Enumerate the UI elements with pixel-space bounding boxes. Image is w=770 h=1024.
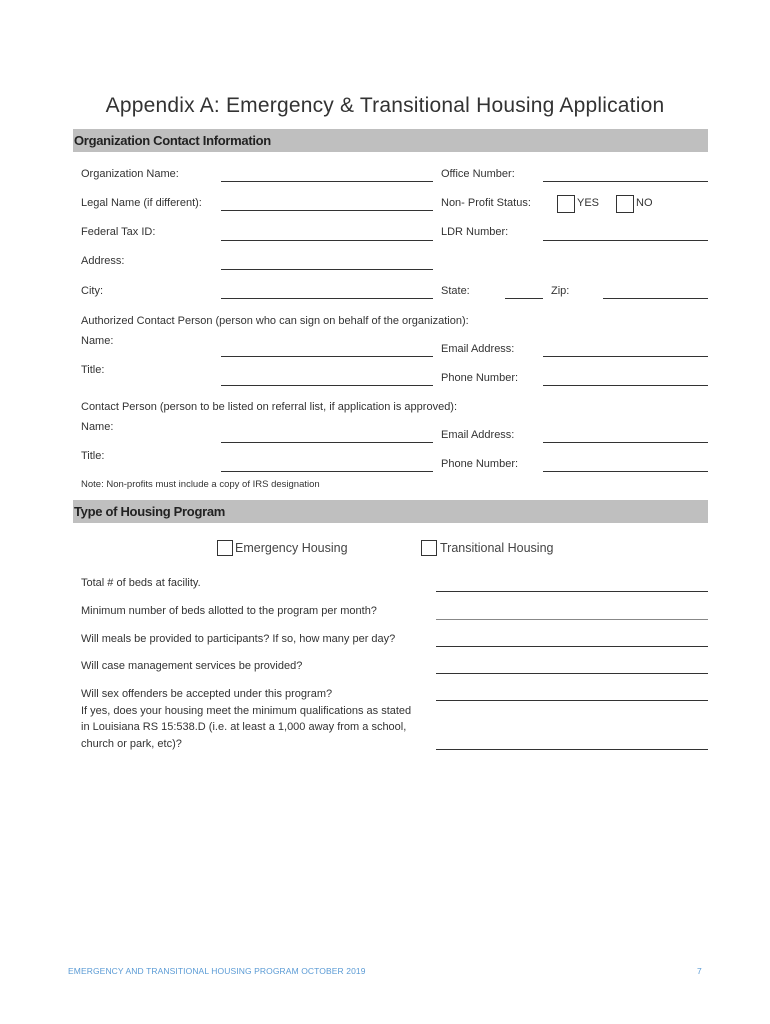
question-beds-total: Total # of beds at facility. bbox=[81, 577, 201, 589]
state-label: State: bbox=[441, 285, 470, 297]
state-field[interactable] bbox=[505, 298, 543, 299]
beds-total-field[interactable] bbox=[436, 591, 708, 592]
referral-phone-field[interactable] bbox=[543, 471, 708, 472]
referral-email-label: Email Address: bbox=[441, 429, 515, 441]
referral-name-field[interactable] bbox=[221, 442, 433, 443]
org-name-field[interactable] bbox=[221, 181, 433, 182]
legal-name-field[interactable] bbox=[221, 210, 433, 211]
city-label: City: bbox=[81, 285, 103, 297]
referral-contact-heading: Contact Person (person to be listed on referral list, if application is approved): bbox=[81, 401, 458, 413]
authorized-title-label: Title: bbox=[81, 364, 105, 376]
referral-email-field[interactable] bbox=[543, 442, 708, 443]
irs-note: Note: Non-profits must include a copy of IRS designation bbox=[81, 479, 320, 490]
office-number-field[interactable] bbox=[543, 181, 708, 182]
question-case-management: Will case management services be provided? bbox=[81, 660, 303, 672]
question-sex-offenders-line-1: Will sex offenders be accepted under this program? bbox=[81, 688, 333, 700]
question-sex-offenders-line-4: church or park, etc)? bbox=[81, 737, 182, 750]
city-field[interactable] bbox=[221, 298, 433, 299]
federal-tax-id-field[interactable] bbox=[221, 240, 433, 241]
nonprofit-status-label: Non- Profit Status: bbox=[441, 197, 531, 209]
referral-title-field[interactable] bbox=[221, 471, 433, 472]
legal-name-label: Legal Name (if different): bbox=[81, 197, 202, 209]
question-sex-offenders-line-2: If yes, does your housing meet the minimum qualifications as stated bbox=[81, 704, 412, 717]
authorized-name-field[interactable] bbox=[221, 356, 433, 357]
ldr-number-label: LDR Number: bbox=[441, 226, 509, 238]
address-label: Address: bbox=[81, 255, 125, 267]
page-number: 7 bbox=[697, 966, 702, 976]
nonprofit-no-label: NO bbox=[636, 197, 653, 209]
transitional-housing-checkbox[interactable] bbox=[421, 540, 437, 556]
meals-field[interactable] bbox=[436, 646, 708, 647]
federal-tax-id-label: Federal Tax ID: bbox=[81, 226, 156, 238]
footer-text: EMERGENCY AND TRANSITIONAL HOUSING PROGRAM OCTOBER 2019 bbox=[68, 966, 366, 976]
rs-qualifications-field[interactable] bbox=[436, 749, 708, 750]
office-number-label: Office Number: bbox=[441, 168, 515, 180]
nonprofit-yes-checkbox[interactable] bbox=[557, 195, 575, 213]
nonprofit-yes-label: YES bbox=[577, 197, 600, 209]
authorized-phone-label: Phone Number: bbox=[441, 372, 519, 384]
emergency-housing-checkbox[interactable] bbox=[217, 540, 233, 556]
ldr-number-field[interactable] bbox=[543, 240, 708, 241]
section-header-housing-type: Type of Housing Program bbox=[73, 500, 708, 523]
authorized-title-field[interactable] bbox=[221, 385, 433, 386]
address-field[interactable] bbox=[221, 269, 433, 270]
question-beds-min: Minimum number of beds allotted to the program per month? bbox=[81, 605, 377, 617]
sex-offenders-field[interactable] bbox=[436, 700, 708, 701]
referral-name-label: Name: bbox=[81, 421, 114, 433]
referral-title-label: Title: bbox=[81, 450, 105, 462]
emergency-housing-label: Emergency Housing bbox=[235, 541, 348, 555]
case-management-field[interactable] bbox=[436, 673, 708, 674]
nonprofit-no-checkbox[interactable] bbox=[616, 195, 634, 213]
section-header-org-contact: Organization Contact Information bbox=[73, 129, 708, 152]
question-meals: Will meals be provided to participants? If so, how many per day? bbox=[81, 633, 396, 645]
zip-label: Zip: bbox=[551, 285, 570, 297]
zip-field[interactable] bbox=[603, 298, 708, 299]
question-sex-offenders-line-3: in Louisiana RS 15:538.D (i.e. at least a 1,000 away from a school, bbox=[81, 721, 407, 733]
question-sex-offenders bbox=[81, 686, 411, 752]
page-title: Appendix A: Emergency & Transitional Housing Application bbox=[105, 94, 665, 117]
authorized-email-field[interactable] bbox=[543, 356, 708, 357]
authorized-contact-heading: Authorized Contact Person (person who can sign on behalf of the organization): bbox=[81, 315, 469, 327]
authorized-email-label: Email Address: bbox=[441, 343, 515, 355]
transitional-housing-label: Transitional Housing bbox=[440, 541, 554, 555]
authorized-name-label: Name: bbox=[81, 335, 114, 347]
referral-phone-label: Phone Number: bbox=[441, 458, 519, 470]
beds-min-field[interactable] bbox=[436, 619, 708, 620]
authorized-phone-field[interactable] bbox=[543, 385, 708, 386]
org-name-label: Organization Name: bbox=[81, 168, 179, 180]
